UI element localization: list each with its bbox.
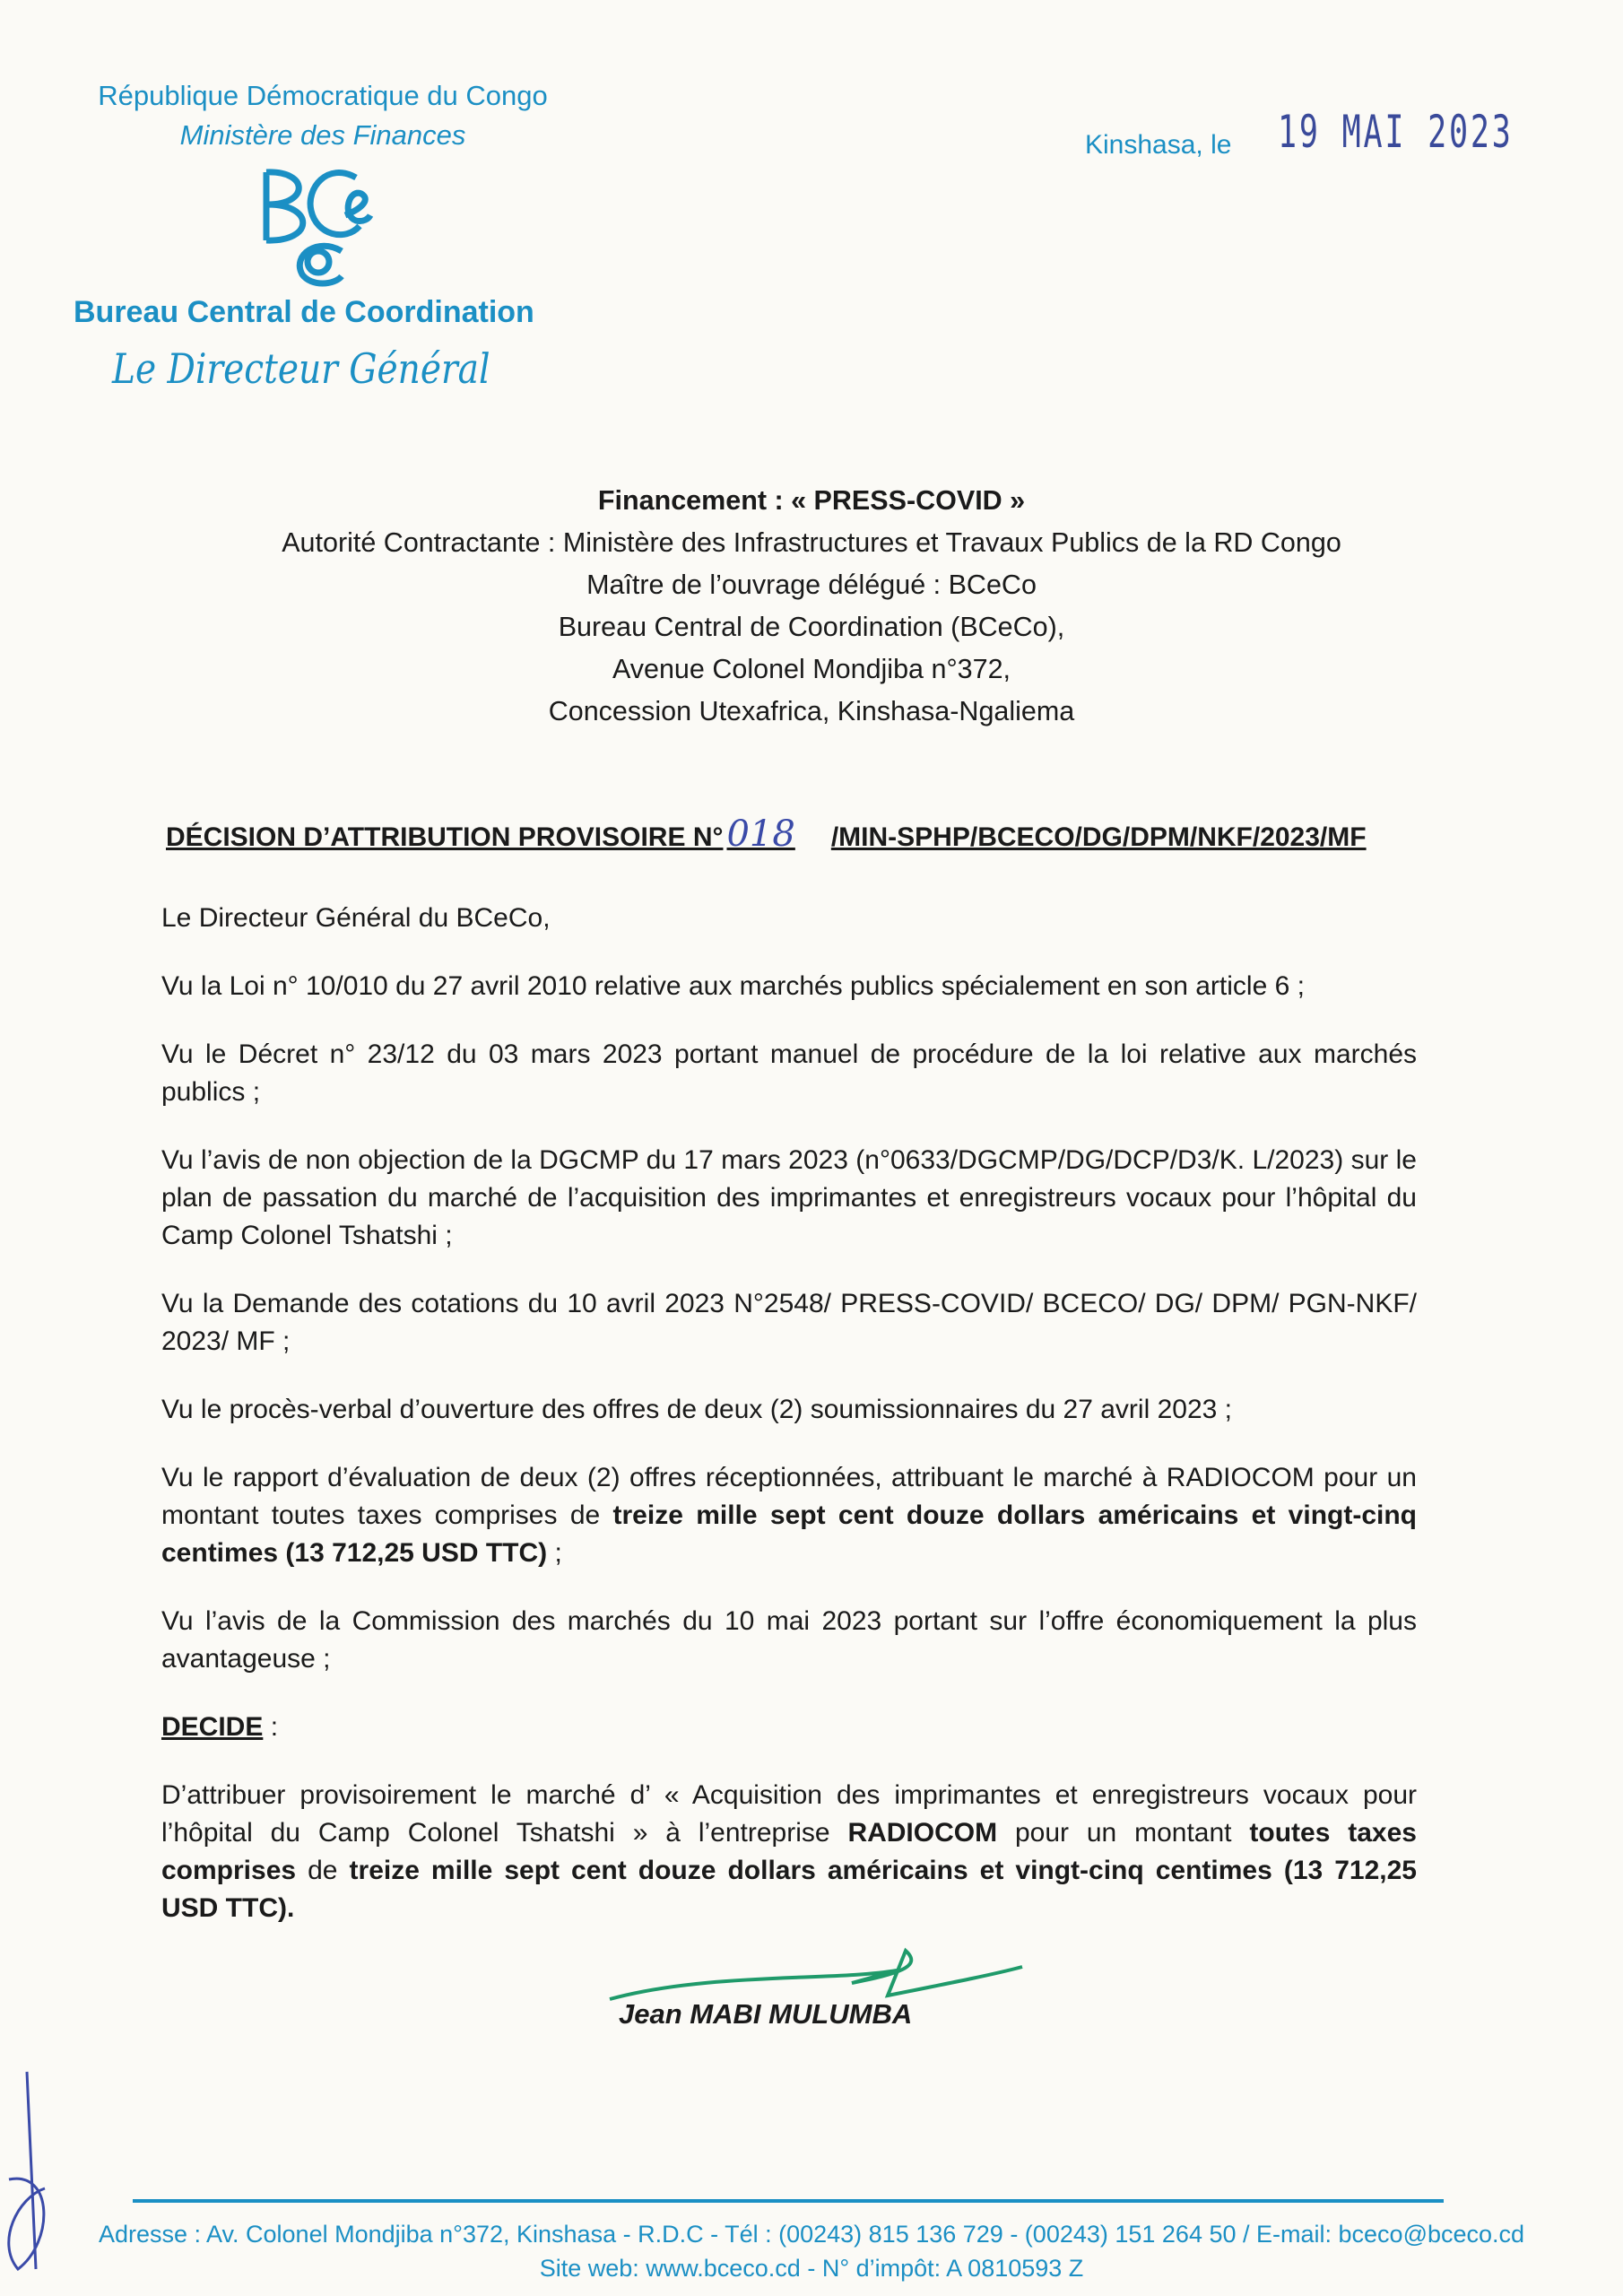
evaluation-end: ; [547,1538,562,1568]
consideration-cotations: Vu la Demande des cotations du 10 avril 2023 N°2548/ PRESS-COVID/ BCECO/ DG/ DPM/ PGN-NKF/ 2023/ MF ; [161,1289,1417,1356]
consideration-commission: Vu l’avis de la Commission des marchés du 10 mai 2023 portant sur l’offre économiquement la plus avantageuse ; [161,1606,1417,1674]
decision-body [161,900,1417,2035]
header-line: Maître de l’ouvrage délégué : BCeCo [586,570,1037,600]
decide-label: DECIDE [161,1712,264,1742]
decision-title-prefix: DÉCISION D’ATTRIBUTION PROVISOIRE N° [166,822,724,852]
bceco-logo [256,161,399,287]
date-place: Kinshasa, le [1085,130,1232,160]
organization-name: Bureau Central de Coordination [74,295,534,329]
decision-part: D’attribuer provisoirement le marché d’ « Acquisition des imprimantes et enregistreurs vocaux pour l’hôpital du Camp Colonel Tshatshi » à l’entreprise [161,1780,1417,1848]
signature-block [161,1936,1417,2035]
consideration-loi: Vu la Loi n° 10/010 du 27 avril 2010 relative aux marchés publics spécialement en son article 6 ; [161,971,1305,1001]
consideration-evaluation [161,1459,1417,1572]
decision-amount: treize mille sept cent douze dollars américains et vingt-cinq centimes (13 712,25 USD TTC). [161,1856,1417,1923]
decision-ttc: toutes taxes comprises [161,1818,1417,1885]
decision-part: de [296,1856,350,1885]
opening-line: Le Directeur Général du BCeCo, [161,903,551,933]
header-line: Avenue Colonel Mondjiba n°372, [612,654,1011,684]
evaluation-amount: treize mille sept cent douze dollars américains et vingt-cinq centimes (13 712,25 USD TTC) [161,1500,1417,1568]
decision-company: RADIOCOM [847,1818,998,1848]
decide-colon: : [263,1712,279,1742]
decision-part: pour un montant [997,1818,1250,1848]
financement-line: Financement : « PRESS-COVID » [597,485,1026,516]
consideration-dgcmp: Vu l’avis de non objection de la DGCMP du 17 mars 2023 (n°0633/DGCMP/DG/DCP/D3/K. L/2023) sur le plan de passation du marché de l’acquisition des imprimantes et enregistreurs vocaux pour l’hôpital du Camp Colonel Tshatshi ; [161,1145,1417,1250]
signatory-name: Jean MABI MULUMBA [619,1998,913,2030]
footer-divider [133,2199,1444,2203]
decision-text [161,1777,1417,1927]
date-stamp: 19 MAI 2023 [1278,106,1514,158]
header-line: Autorité Contractante : Ministère des Infrastructures et Travaux Publics de la RD Congo [282,527,1341,558]
consideration-decret: Vu le Décret n° 23/12 du 03 mars 2023 portant manuel de procédure de la loi relative aux marchés publics ; [161,1039,1417,1107]
office-title: Le Directeur Général [112,344,490,393]
decide-heading [161,1709,1417,1746]
ministry-name: Ministère des Finances [179,119,466,151]
evaluation-text: Vu le rapport d’évaluation de deux (2) offres réceptionnées, attribuant le marché à RADIOCOM pour un montant toutes taxes comprises de [161,1463,1417,1530]
header-line: Concession Utexafrica, Kinshasa-Ngaliema [548,696,1075,726]
consideration-pv: Vu le procès-verbal d’ouverture des offres de deux (2) soumissionnaires du 27 avril 2023 ; [161,1395,1232,1424]
footer-address: Adresse : Av. Colonel Mondjiba n°372, Kinshasa - R.D.C - Tél : (00243) 815 136 729 - (00243) 151 264 50 / E-mail: bceco@bceco.cd [98,2221,1525,2248]
header-line: Bureau Central de Coordination (BCeCo), [558,612,1065,642]
footer-web: Site web: www.bceco.cd - N° d’impôt: A 0810593 Z [539,2255,1084,2282]
decision-title [166,812,1367,860]
decision-title-suffix: /MIN-SPHP/BCECO/DG/DPM/NKF/2023/MF [830,822,1367,852]
handwritten-number: 018 [726,813,795,855]
country-name: République Démocratique du Congo [98,80,548,111]
